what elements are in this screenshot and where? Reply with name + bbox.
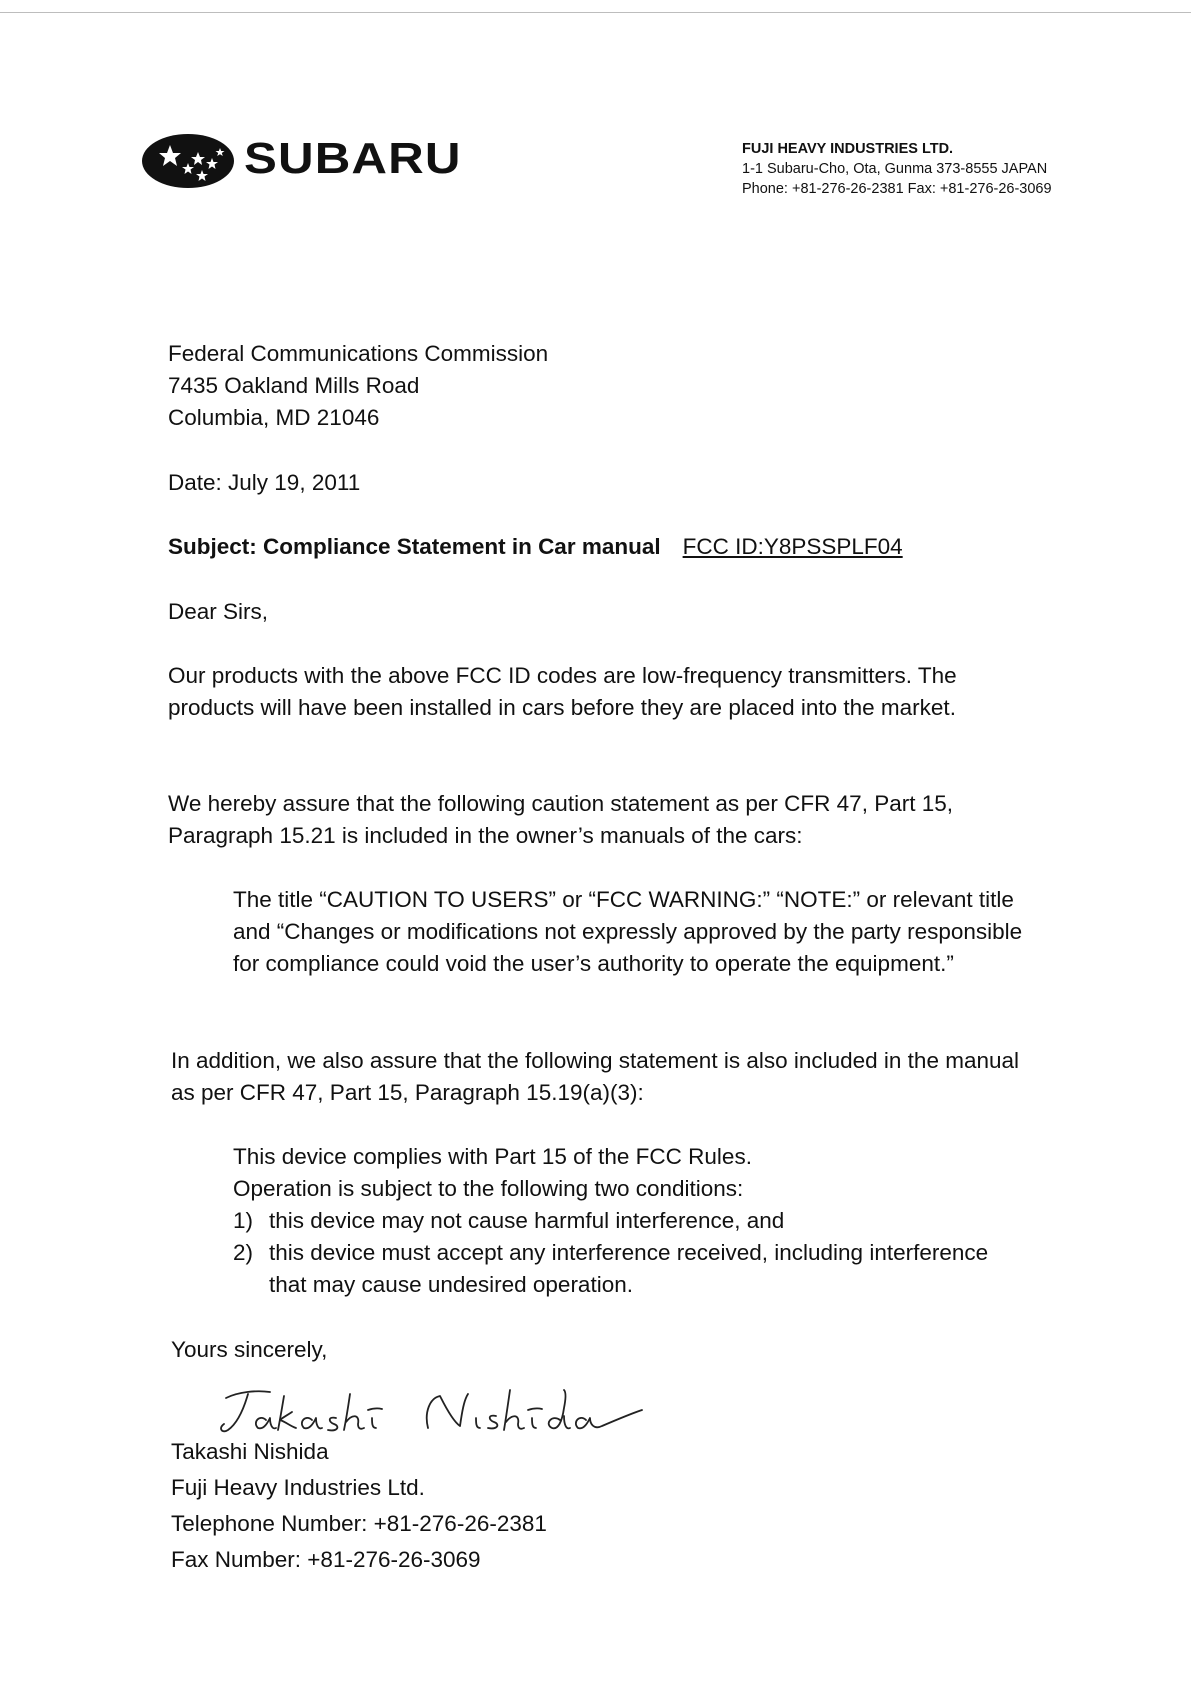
company-address: 1-1 Subaru-Cho, Ota, Gunma 373-8555 JAPAN [742, 161, 1048, 177]
subject-line [168, 531, 903, 563]
recipient-address [168, 338, 548, 434]
recipient-line: 7435 Oakland Mills Road [168, 373, 420, 398]
greeting: Dear Sirs, [168, 599, 269, 624]
fcc-id: FCC ID:Y8PSSPLF04 [682, 534, 903, 559]
condition-item [233, 1237, 993, 1301]
signer-company: Fuji Heavy Industries Ltd. [171, 1475, 425, 1500]
company-phone-fax: Phone: +81-276-26-2381 Fax: +81-276-26-3069 [742, 181, 1052, 197]
paragraph-caution-assurance: We hereby assure that the following caution statement as per CFR 47, Part 15, Paragraph 15.21 is included in the owner’s manuals of the cars: [168, 791, 953, 848]
notice-line: Operation is subject to the following two conditions: [233, 1176, 744, 1201]
recipient-line: Federal Communications Commission [168, 341, 549, 366]
subaru-stars-icon [140, 130, 240, 192]
signer-fax: Fax Number: +81-276-26-3069 [171, 1547, 481, 1572]
page-top-rule [0, 12, 1191, 13]
company-name: FUJI HEAVY INDUSTRIES LTD. [742, 141, 954, 157]
subject-label: Subject: Compliance Statement in Car manual [168, 534, 661, 559]
notice-line: This device complies with Part 15 of the FCC Rules. [233, 1144, 752, 1169]
condition-text: this device must accept any interference received, including interference that may cause undesired operation. [269, 1240, 989, 1297]
subaru-logo [140, 130, 470, 190]
brand-wordmark: SUBARU [244, 134, 462, 183]
paragraph-products: Our products with the above FCC ID codes are low-frequency transmitters. The products will have been installed in cars before they are placed into the market. [168, 663, 957, 720]
condition-number: 1) [233, 1208, 254, 1233]
condition-text: this device may not cause harmful interference, and [269, 1208, 785, 1233]
signer-name: Takashi Nishida [171, 1439, 329, 1464]
condition-number: 2) [233, 1240, 254, 1265]
signer-block [171, 1434, 547, 1578]
condition-item [233, 1205, 993, 1237]
fcc-compliance-notice [233, 1141, 993, 1301]
caution-statement-quote: The title “CAUTION TO USERS” or “FCC WARNING:” “NOTE:” or relevant title and “Changes or modifications not expressly approved by the party responsible for compliance could void the user’s authority to operate the equipment.” [233, 887, 1023, 976]
signer-telephone: Telephone Number: +81-276-26-2381 [171, 1511, 547, 1536]
closing: Yours sincerely, [171, 1337, 328, 1362]
letterhead-block [742, 139, 1052, 199]
paragraph-additional-assurance: In addition, we also assure that the following statement is also included in the manual as per CFR 47, Part 15, Paragraph 15.19(a)(3): [171, 1048, 1020, 1105]
recipient-line: Columbia, MD 21046 [168, 405, 380, 430]
letter-date: Date: July 19, 2011 [168, 470, 361, 495]
